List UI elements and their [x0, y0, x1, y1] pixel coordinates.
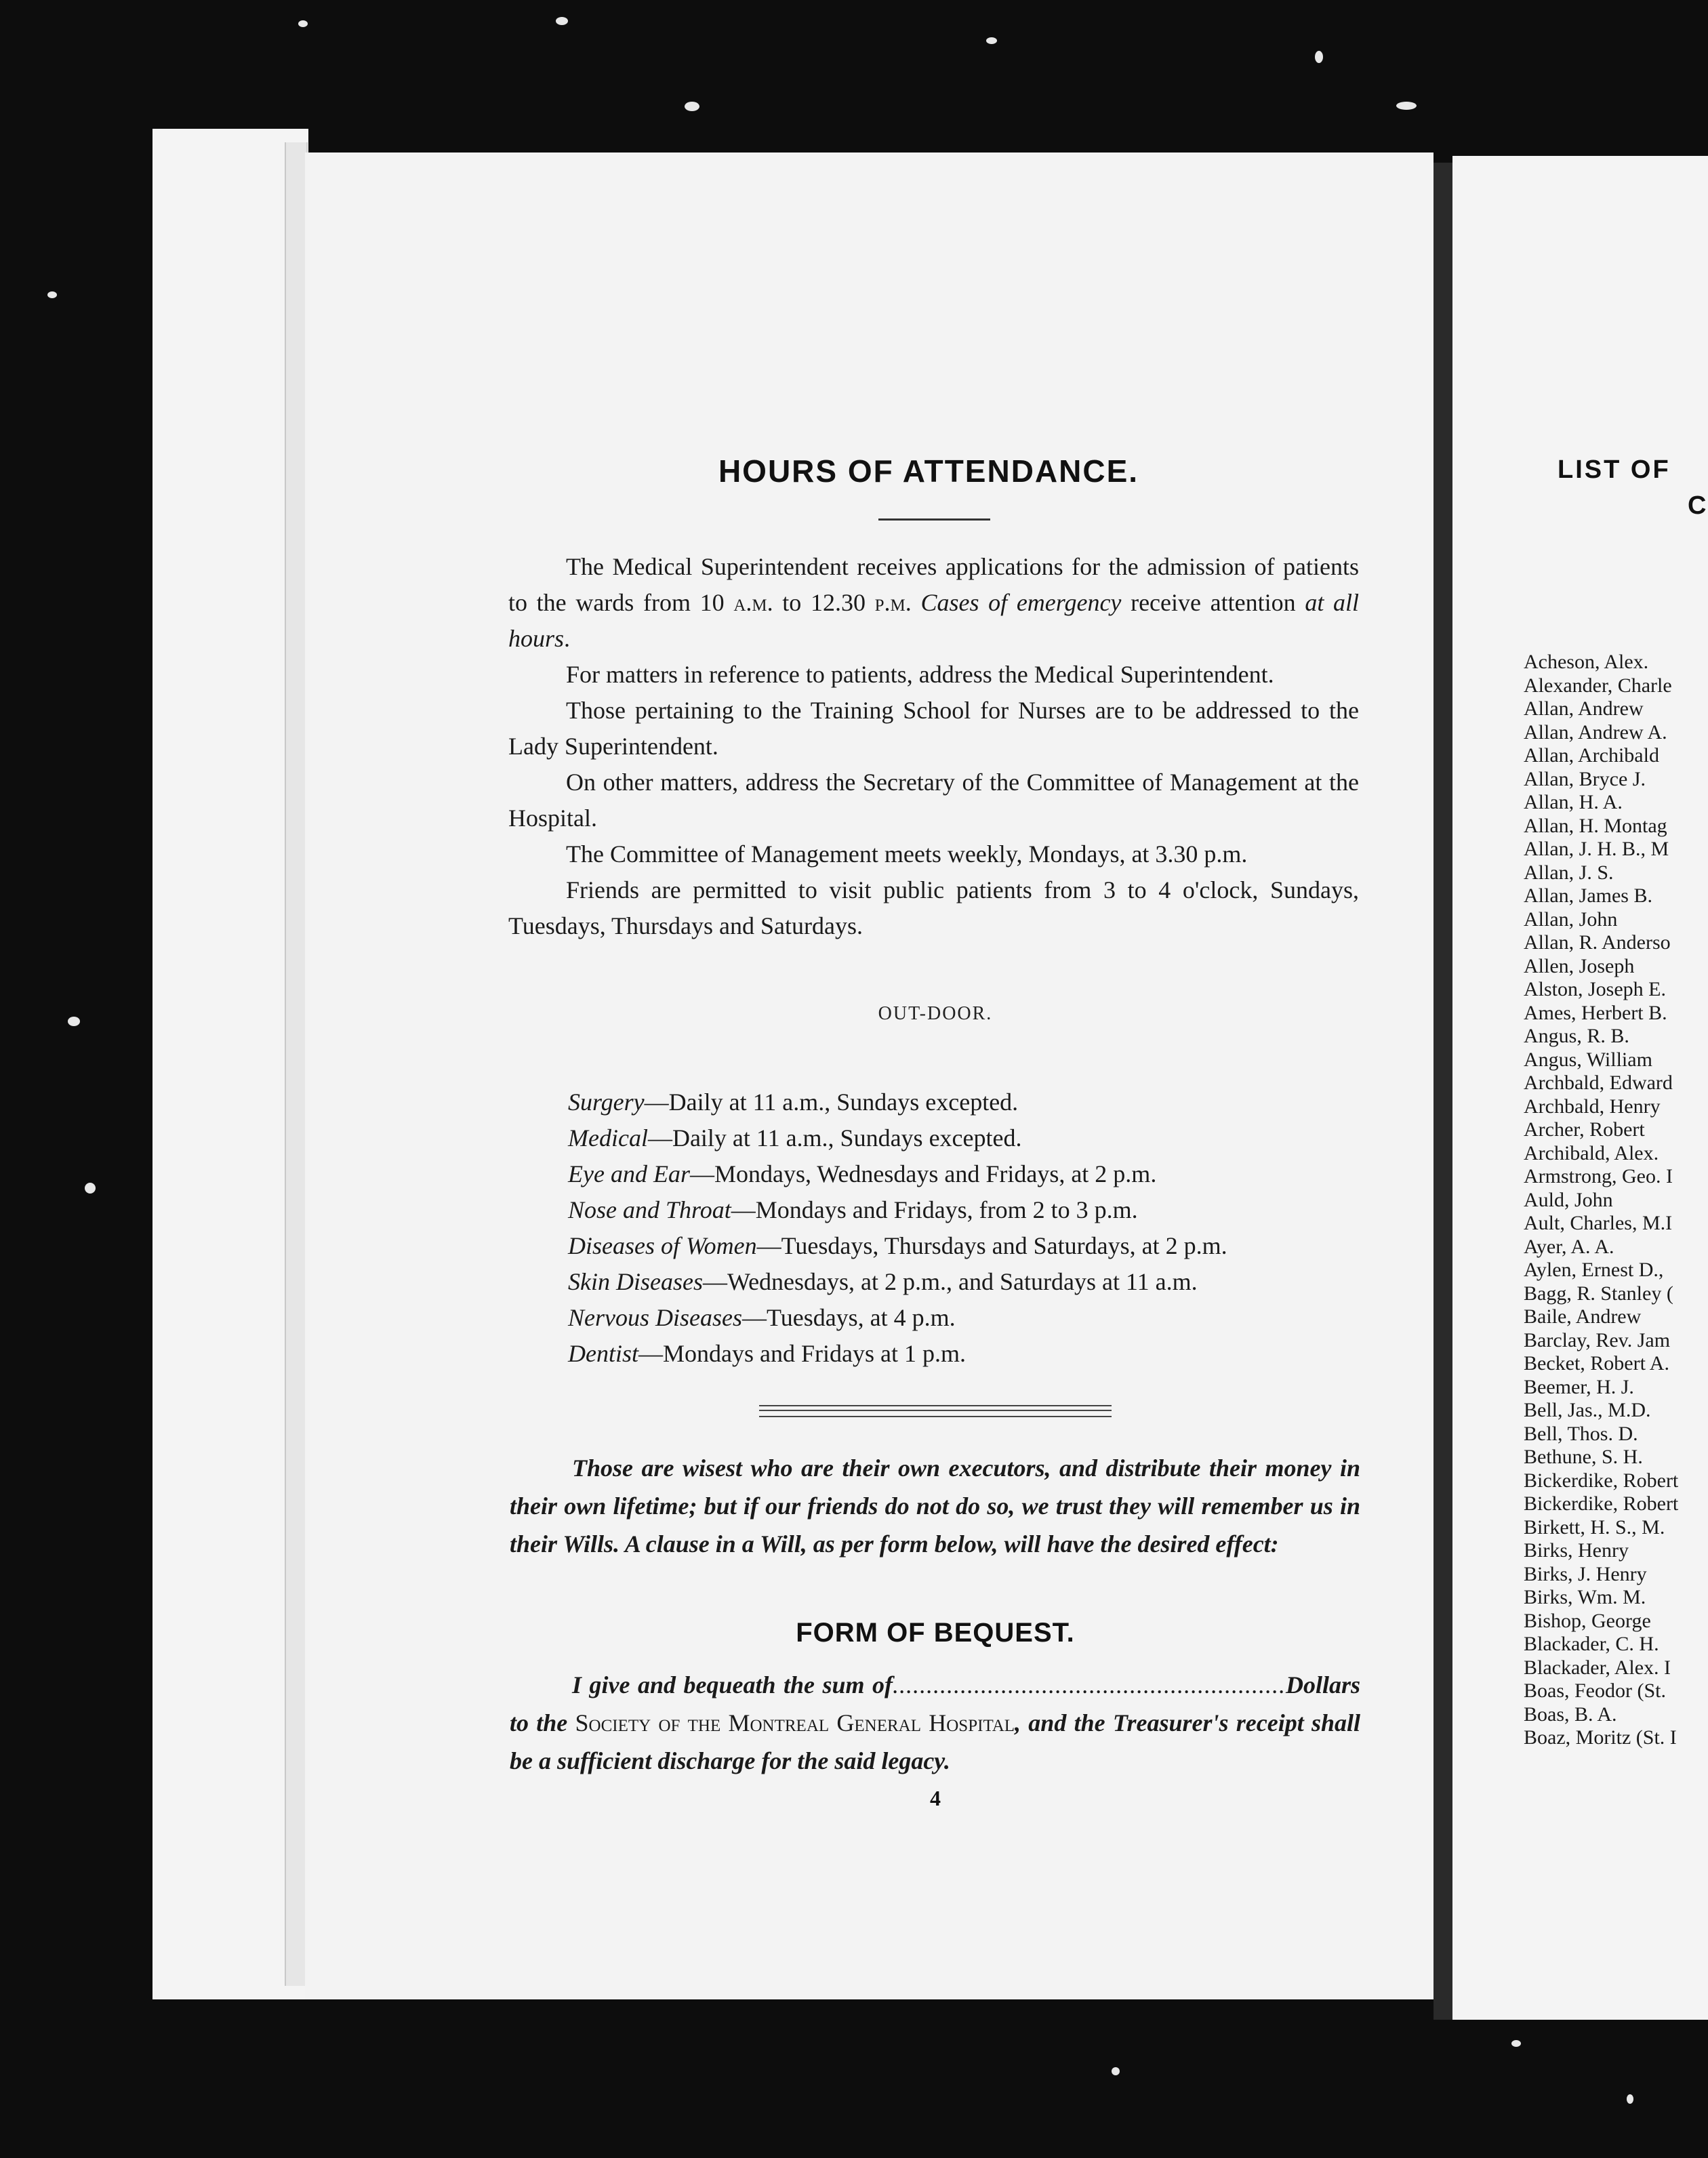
- outdoor-row-dentist: [568, 1336, 1381, 1372]
- subscriber-name: Allen, Joseph: [1524, 954, 1635, 977]
- subscriber-name: Allan, Bryce J.: [1524, 767, 1646, 790]
- scan-dust: [1396, 102, 1417, 110]
- dept-name: Medical: [568, 1124, 648, 1152]
- scan-dust: [47, 291, 57, 298]
- subscriber-name: Archibald, Alex.: [1524, 1141, 1659, 1164]
- subscriber-name: Blackader, C. H.: [1524, 1633, 1659, 1655]
- page-number: 4: [930, 1786, 941, 1810]
- subscriber-name: Bagg, R. Stanley (: [1524, 1282, 1673, 1305]
- subscriber-name: Bickerdike, Robert: [1524, 1492, 1679, 1515]
- scan-dust: [685, 102, 699, 111]
- subscriber-name: Archer, Robert: [1524, 1118, 1645, 1141]
- subscriber-name: Allan, H. Montag: [1524, 814, 1667, 837]
- page-inner-edge: [285, 142, 308, 1986]
- subscriber-name: Blackader, Alex. I: [1524, 1656, 1671, 1679]
- paragraph-admission: The Medical Superintendent receives applications for the admission of patients to the wards from 10 a.m. to 12.30 p.m. Cases of emergency receive attention at all hours.: [508, 553, 1359, 652]
- subscriber-name: Boas, Feodor (St.: [1524, 1679, 1666, 1702]
- subscriber-list: [1524, 651, 1678, 1750]
- outdoor-row-nervous: [568, 1300, 1381, 1336]
- subscriber-name: Bell, Jas., M.D.: [1524, 1399, 1651, 1421]
- subscriber-name: Acheson, Alex.: [1524, 651, 1649, 673]
- paragraph-committee: The Committee of Management meets weekly, Mondays, at 3.30 p.m.: [566, 840, 1248, 868]
- scan-dust: [1112, 2067, 1120, 2075]
- dept-hours: —Daily at 11 a.m., Sundays excepted.: [644, 1088, 1019, 1116]
- emphasis-emergency: Cases of emergency: [920, 589, 1122, 616]
- scan-dust: [1627, 2094, 1633, 2104]
- subscriber-name: Angus, R. B.: [1524, 1025, 1629, 1047]
- subscriber-name: Armstrong, Geo. I: [1524, 1165, 1673, 1187]
- scan-dust: [298, 20, 308, 27]
- subscriber-name: Beemer, H. J.: [1524, 1375, 1634, 1398]
- subscriber-name: Allan, Archibald: [1524, 744, 1659, 767]
- form-of-bequest-title: FORM OF BEQUEST.: [796, 1618, 1075, 1648]
- subscriber-name: Birks, Wm. M.: [1524, 1586, 1646, 1608]
- time-start: 10 a.m.: [699, 589, 773, 616]
- subscriber-name: Bell, Thos. D.: [1524, 1422, 1638, 1445]
- subscriber-name: Bishop, George: [1524, 1609, 1651, 1632]
- outdoor-row-women: [568, 1228, 1381, 1264]
- subscriber-name: Allan, R. Anderso: [1524, 931, 1671, 954]
- subscriber-name: Allan, J. S.: [1524, 861, 1614, 884]
- right-page-heading: LIST OF: [1558, 455, 1671, 484]
- subscriber-name: Birkett, H. S., M.: [1524, 1515, 1665, 1539]
- subscriber-name: Allan, John: [1524, 908, 1618, 931]
- scan-dust: [85, 1183, 96, 1194]
- subscriber-name: Aylen, Ernest D.,: [1524, 1259, 1664, 1281]
- book-gutter: [1434, 163, 1452, 2020]
- scan-dust: [1511, 2040, 1521, 2047]
- paragraph-other-matters: On other matters, address the Secretary of the Committee of Management at the Hospital.: [508, 769, 1359, 832]
- dept-name: Dentist: [568, 1340, 638, 1367]
- dept-hours: —Mondays and Fridays at 1 p.m.: [638, 1340, 966, 1367]
- subscriber-name: Becket, Robert A.: [1524, 1352, 1669, 1375]
- outdoor-row-skin: [568, 1264, 1381, 1300]
- bequest-form: I give and bequeath the sum of..........................................................Dollars to the Society of the Montreal General Hospital, and the Treasurer's receipt shall be a sufficient discharge for the said legacy.: [510, 1671, 1360, 1774]
- outdoor-row-nose-throat: [568, 1192, 1381, 1228]
- outdoor-row-eye-ear: [568, 1156, 1381, 1192]
- time-end: 12.30 p.m.: [810, 589, 912, 616]
- page-heading: HOURS OF ATTENDANCE.: [718, 453, 1139, 489]
- outdoor-row-surgery: [568, 1084, 1381, 1120]
- subscriber-name: Allan, James B.: [1524, 884, 1652, 907]
- subscriber-name: Allan, Andrew A.: [1524, 720, 1667, 744]
- subscriber-name: Bethune, S. H.: [1524, 1446, 1643, 1468]
- dept-name: Surgery: [568, 1088, 645, 1116]
- attendance-text: [508, 549, 1359, 944]
- dept-name: Skin Diseases: [568, 1268, 703, 1295]
- subscriber-name: Boaz, Moritz (St. I: [1524, 1726, 1677, 1749]
- subscriber-name: Ault, Charles, M.I: [1524, 1212, 1673, 1234]
- dept-name: Nervous Diseases: [568, 1304, 742, 1331]
- paragraph-nurses: Those pertaining to the Training School for Nurses are to be addressed to the Lady Superintendent.: [508, 697, 1359, 760]
- subscriber-name: Angus, William: [1524, 1048, 1652, 1071]
- subscriber-name: Boas, B. A.: [1524, 1703, 1617, 1726]
- subscriber-name: Ames, Herbert B.: [1524, 1001, 1667, 1024]
- dept-hours: —Mondays, Wednesdays and Fridays, at 2 p.m.: [689, 1160, 1157, 1187]
- subscriber-name: Allan, H. A.: [1524, 791, 1623, 813]
- scan-dust: [68, 1017, 80, 1026]
- amount-blank: ..........................................................: [892, 1671, 1286, 1698]
- dept-hours: —Wednesdays, at 2 p.m., and Saturdays at 11 a.m.: [702, 1268, 1198, 1295]
- subscriber-name: Alston, Joseph E.: [1524, 978, 1666, 1000]
- scan-dust: [556, 17, 568, 25]
- dept-hours: —Daily at 11 a.m., Sundays excepted.: [647, 1124, 1022, 1152]
- paragraph-visiting: Friends are permitted to visit public patients from 3 to 4 o'clock, Sundays, Tuesdays, Thursdays and Saturdays.: [508, 876, 1359, 939]
- dept-hours: —Tuesdays, Thursdays and Saturdays, at 2 p.m.: [756, 1232, 1227, 1259]
- outdoor-schedule: [568, 1084, 1381, 1372]
- subscriber-name: Allan, Andrew: [1524, 697, 1644, 720]
- dept-name: Eye and Ear: [568, 1160, 690, 1187]
- subscriber-name: Archbald, Edward: [1524, 1072, 1673, 1094]
- dept-hours: —Mondays and Fridays, from 2 to 3 p.m.: [731, 1196, 1138, 1223]
- subscriber-name: Birks, Henry: [1524, 1539, 1629, 1562]
- outdoor-row-medical: [568, 1120, 1381, 1156]
- subscriber-name: Archbald, Henry: [1524, 1095, 1661, 1118]
- subscriber-name: Alexander, Charle: [1524, 674, 1672, 697]
- dept-name: Nose and Throat: [568, 1196, 731, 1223]
- heading-rule: [878, 518, 990, 521]
- society-name: Society of the Montreal General Hospital: [575, 1709, 1015, 1736]
- subscriber-name: Ayer, A. A.: [1524, 1235, 1614, 1258]
- subscriber-name: Allan, J. H. B., M: [1524, 838, 1669, 860]
- emphasis-hours: at all hours: [508, 589, 1359, 652]
- dept-name: Diseases of Women: [568, 1232, 757, 1259]
- bequest-intro: Those are wisest who are their own executors, and distribute their money in their own lifetime; but if our friends do not do so, we trust they will remember us in their Wills. A clause in a Will, as per form below, will have the desired effect:: [510, 1454, 1360, 1558]
- subscriber-name: Birks, J. Henry: [1524, 1562, 1647, 1585]
- scan-dust: [1315, 51, 1323, 63]
- subscriber-name: Baile, Andrew: [1524, 1305, 1642, 1328]
- dept-hours: —Tuesdays, at 4 p.m.: [741, 1304, 956, 1331]
- scan-dust: [986, 37, 997, 44]
- section-divider: [759, 1405, 1112, 1417]
- subscriber-name: Bickerdike, Robert: [1524, 1469, 1679, 1492]
- outdoor-title: OUT-DOOR.: [878, 1003, 993, 1024]
- paragraph-patients: For matters in reference to patients, address the Medical Superintendent.: [566, 661, 1274, 688]
- subscriber-name: Auld, John: [1524, 1188, 1613, 1211]
- subscriber-name: Barclay, Rev. Jam: [1524, 1328, 1671, 1351]
- right-page-heading-line2: C: [1688, 491, 1707, 520]
